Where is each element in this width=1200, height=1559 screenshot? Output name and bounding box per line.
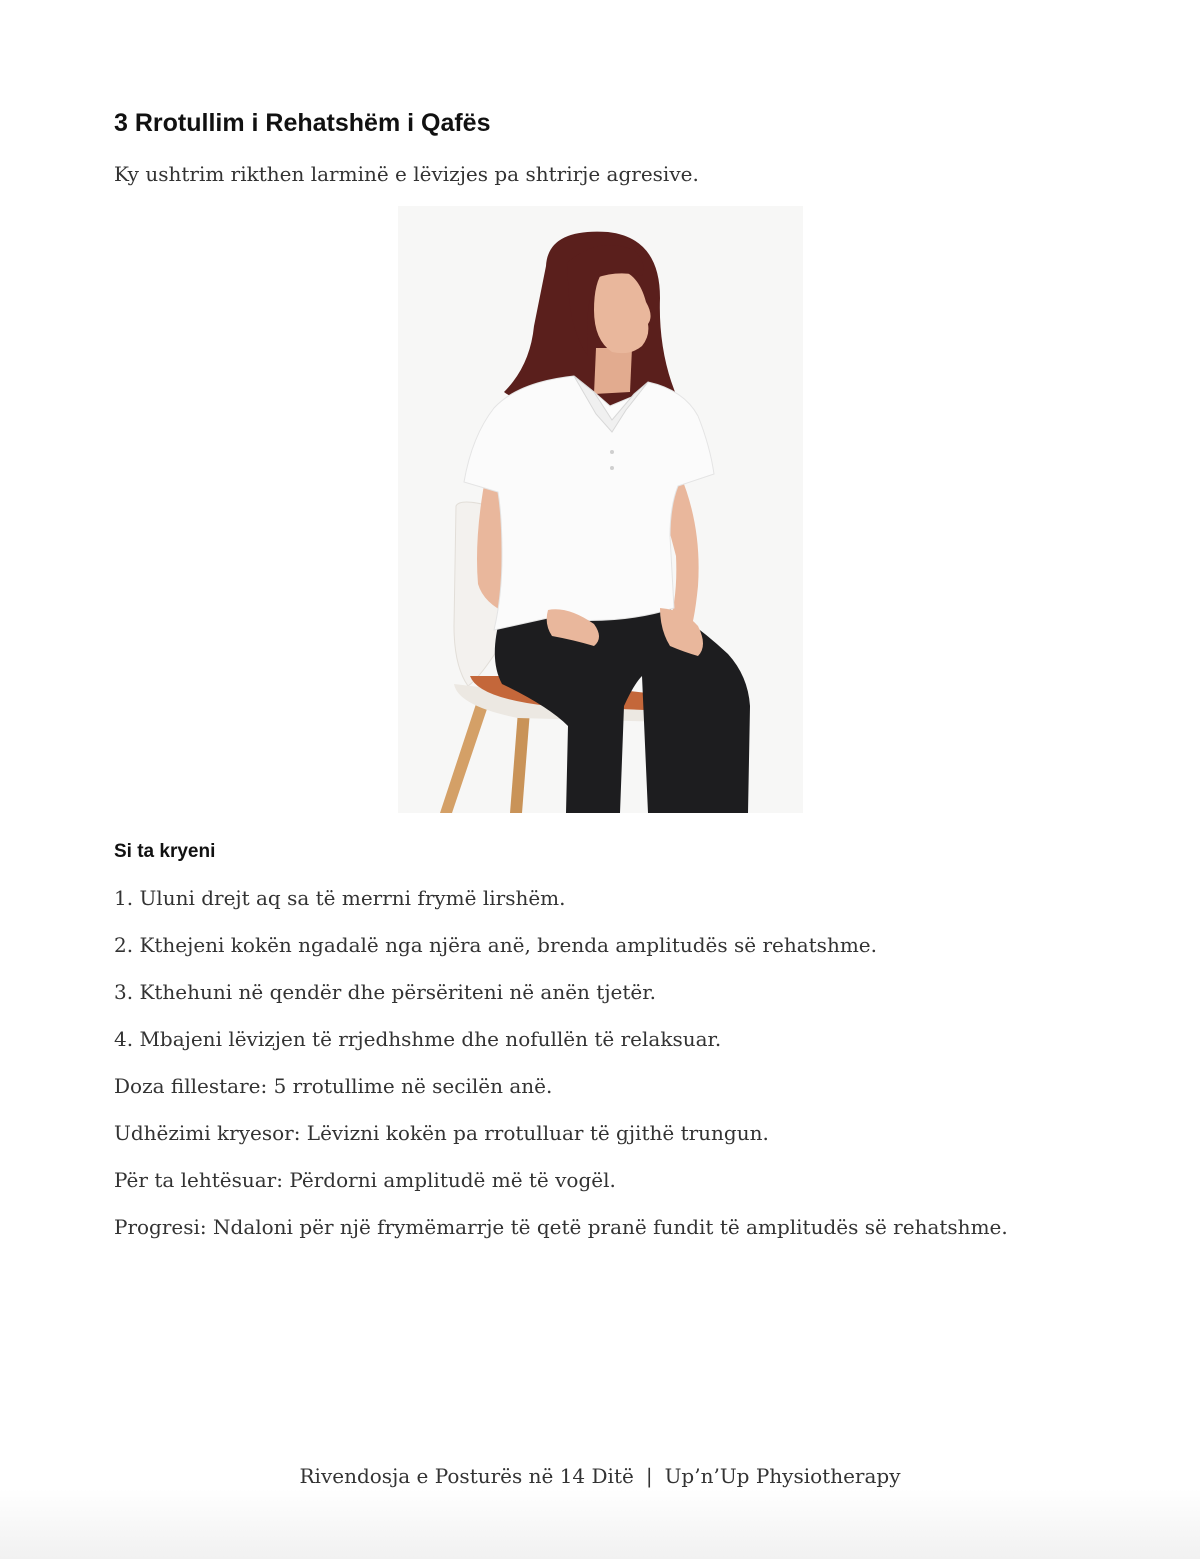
instruction-step: 2. Kthejeni kokën ngadalë nga njëra anë, brenda amplitudës së rehatshme. <box>114 933 877 957</box>
page-footer <box>0 1462 1200 1490</box>
instruction-steps <box>114 884 1114 1072</box>
note-easier: Për ta lehtësuar: Përdorni amplitudë më të vogël. <box>114 1168 616 1192</box>
instruction-step: 4. Mbajeni lëvizjen të rrjedhshme dhe nofullën të relaksuar. <box>114 1027 722 1051</box>
note-progression: Progresi: Ndaloni për një frymëmarrje të qetë pranë fundit të amplitudës së rehatshme. <box>114 1215 1008 1239</box>
exercise-notes <box>114 1072 1114 1260</box>
seated-woman-neck-rotation-image <box>398 206 803 813</box>
instructions-heading: Si ta kryeni <box>114 841 216 862</box>
note-starting-dose: Doza fillestare: 5 rrotullime në secilën anë. <box>114 1074 553 1098</box>
neck <box>594 348 632 394</box>
footer-brand: Up’n’Up Physiotherapy <box>664 1464 901 1488</box>
shirt-button <box>610 450 614 454</box>
page-bottom-shadow <box>0 1489 1200 1559</box>
shirt-button <box>610 466 614 470</box>
section-header <box>114 106 1094 188</box>
instruction-step: 1. Uluni drejt aq sa të merrni frymë lirshëm. <box>114 886 566 910</box>
instruction-step: 3. Kthehuni në qendër dhe përsëriteni në anën tjetër. <box>114 980 656 1004</box>
exercise-illustration <box>398 206 803 813</box>
note-key-cue: Udhëzimi kryesor: Lëvizni kokën pa rrotulluar të gjithë trungun. <box>114 1121 769 1145</box>
footer-separator: | <box>645 1464 653 1488</box>
footer-title: Rivendosja e Posturës në 14 Ditë <box>299 1464 634 1488</box>
section-intro: Ky ushtrim rikthen larminë e lëvizjes pa shtrirje agresive. <box>114 162 699 186</box>
section-title: 3 Rrotullim i Rehatshëm i Qafës <box>114 109 491 137</box>
